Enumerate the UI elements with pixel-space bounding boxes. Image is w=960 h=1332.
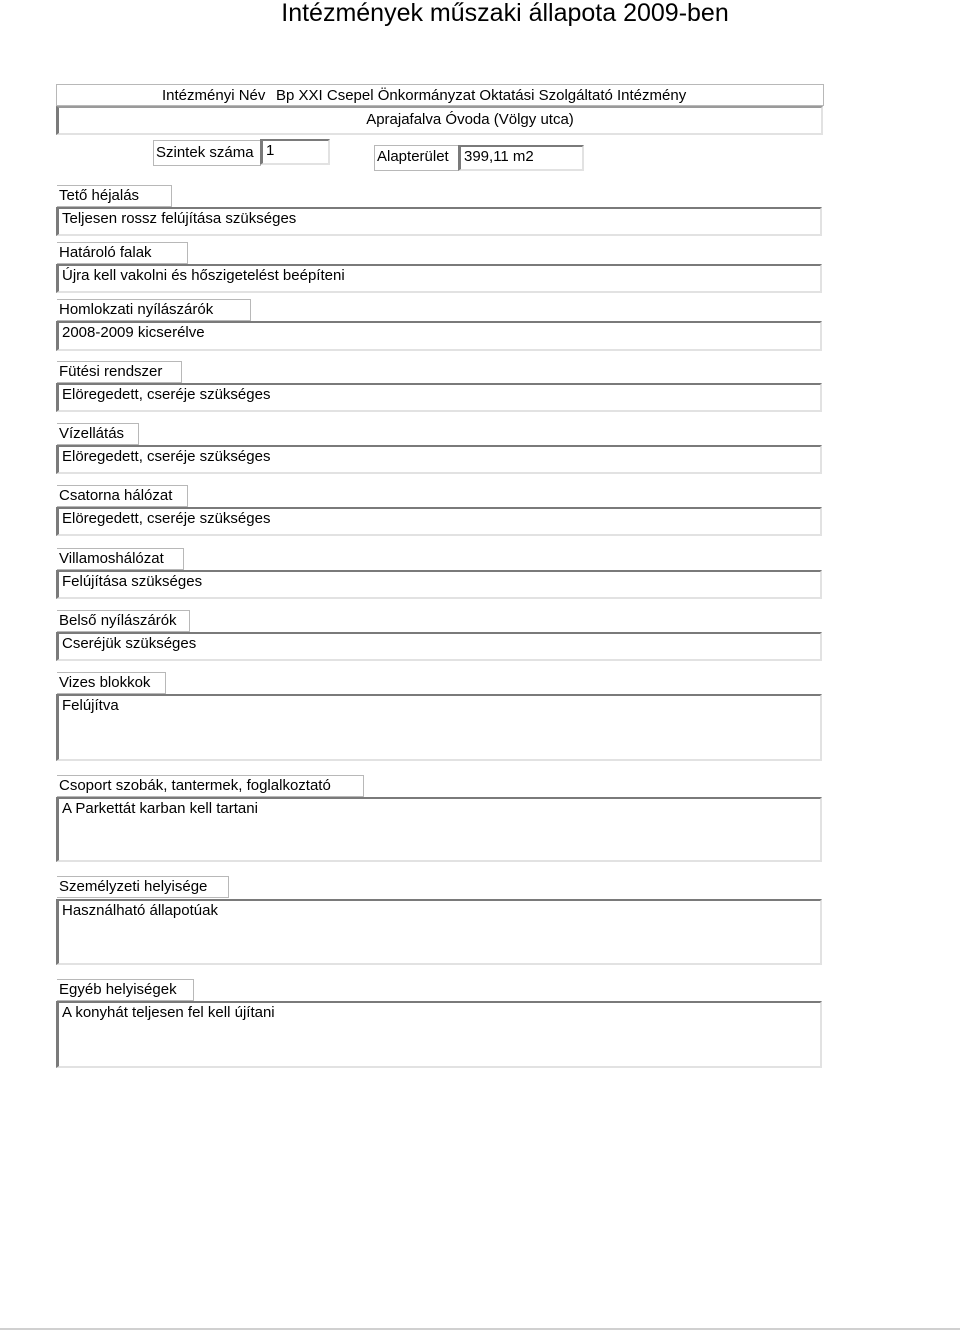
section-value-vizellatas: Elöregedett, cseréje szükséges: [62, 448, 271, 465]
section-label-vizellatas: Vízellátás: [57, 423, 139, 445]
section-label-egyeb-helyisegek: Egyéb helyiségek: [57, 979, 194, 1001]
section-field-vizellatas[interactable]: [56, 445, 822, 474]
section-field-vizes-blokkok[interactable]: [56, 694, 822, 761]
section-label-homlokzati-nyilaszarok: Homlokzati nyílászárók: [57, 299, 251, 321]
institution-label: Intézményi Név: [162, 87, 266, 104]
section-value-teto-hejalas: Teljesen rossz felújítása szükséges: [62, 210, 297, 227]
section-value-homlokzati-nyilaszarok: 2008-2009 kicserélve: [62, 324, 205, 341]
section-label-szemelyzeti-helyisege: Személyzeti helyisége: [57, 876, 229, 898]
section-label-villamoshalozat: Villamoshálózat: [57, 548, 184, 570]
section-value-csoport-szobak-tantermek-foglalkoztato: A Parkettát karban kell tartani: [62, 800, 258, 817]
section-field-villamoshalozat[interactable]: [56, 570, 822, 599]
institution-field[interactable]: [56, 106, 823, 135]
section-label-csoport-szobak-tantermek-foglalkoztato: Csoport szobák, tantermek, foglalkoztató: [57, 775, 364, 797]
levels-value: 1: [266, 142, 275, 159]
section-value-egyeb-helyisegek: A konyhát teljesen fel kell újítani: [62, 1004, 275, 1021]
section-field-teto-hejalas[interactable]: [56, 207, 822, 236]
section-field-csoport-szobak-tantermek-foglalkoztato[interactable]: [56, 797, 822, 862]
bottom-divider: [0, 1328, 960, 1330]
section-label-vizes-blokkok: Vizes blokkok: [57, 672, 166, 694]
section-label-belso-nyilaszarok: Belső nyílászárók: [57, 610, 190, 632]
section-value-szemelyzeti-helyisege: Használható állapotúak: [62, 902, 218, 919]
section-field-futesi-rendszer[interactable]: [56, 383, 822, 412]
section-field-hatarolo-falak[interactable]: [56, 264, 822, 293]
institution-subname: Aprajafalva Óvoda (Völgy utca): [366, 111, 574, 128]
institution-name: Bp XXI Csepel Önkormányzat Oktatási Szolgáltató Intézmény: [276, 87, 687, 104]
area-label: Alapterület: [377, 148, 449, 165]
section-field-csatorna-halozat[interactable]: [56, 507, 822, 536]
section-label-teto-hejalas: Tető héjalás: [57, 185, 172, 207]
section-value-futesi-rendszer: Elöregedett, cseréje szükséges: [62, 386, 271, 403]
page-title: Intézmények műszaki állapota 2009-ben: [281, 0, 729, 27]
section-field-egyeb-helyisegek[interactable]: [56, 1001, 822, 1068]
levels-field[interactable]: [260, 139, 330, 165]
area-field[interactable]: [458, 145, 584, 171]
section-value-csatorna-halozat: Elöregedett, cseréje szükséges: [62, 510, 271, 527]
section-field-homlokzati-nyilaszarok[interactable]: [56, 321, 822, 351]
section-label-csatorna-halozat: Csatorna hálózat: [57, 485, 188, 507]
levels-label: Szintek száma: [156, 144, 254, 161]
section-value-hatarolo-falak: Újra kell vakolni és hőszigetelést beépíteni: [62, 267, 345, 284]
section-value-belso-nyilaszarok: Cseréjük szükséges: [62, 635, 197, 652]
section-field-belso-nyilaszarok[interactable]: [56, 632, 822, 661]
section-value-villamoshalozat: Felújítása szükséges: [62, 573, 203, 590]
section-label-futesi-rendszer: Fütési rendszer: [57, 361, 182, 383]
section-field-szemelyzeti-helyisege[interactable]: [56, 899, 822, 965]
section-value-vizes-blokkok: Felújítva: [62, 697, 119, 714]
section-label-hatarolo-falak: Határoló falak: [57, 242, 188, 264]
area-value: 399,11 m2: [464, 148, 534, 165]
